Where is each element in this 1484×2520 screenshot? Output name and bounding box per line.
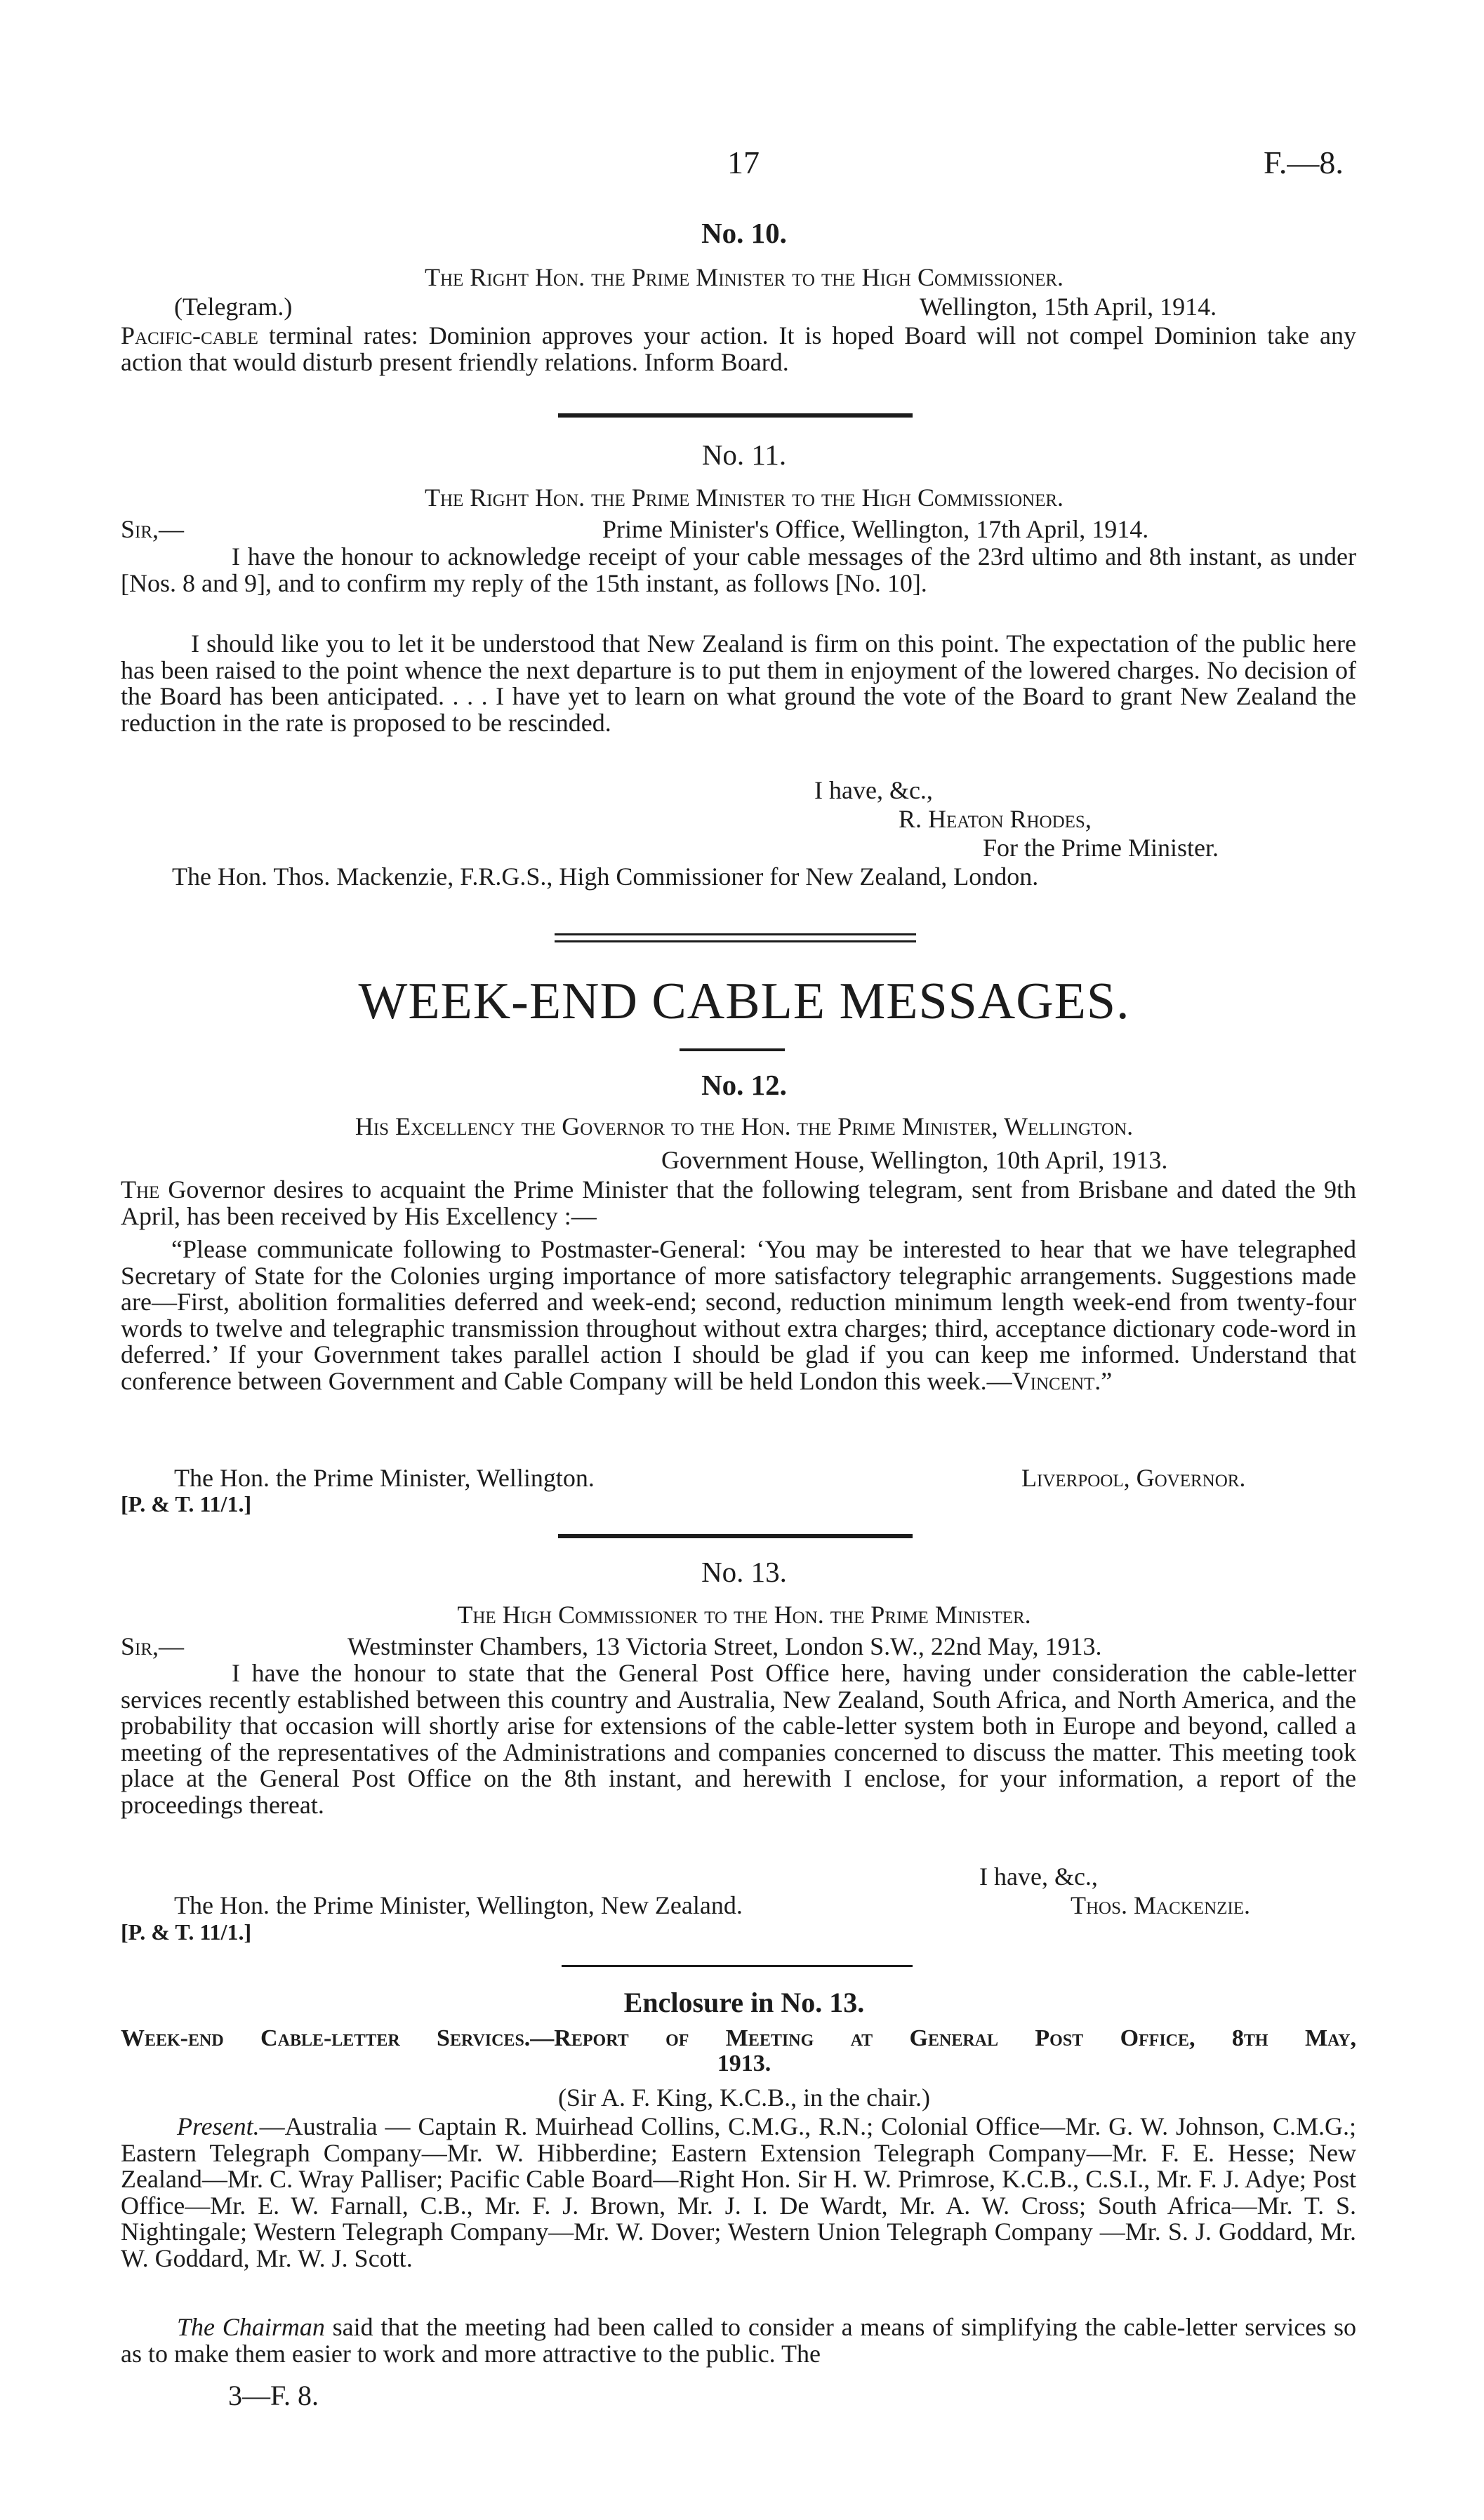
page-number: 17 — [727, 145, 760, 180]
enclosure-chair: (Sir A. F. King, K.C.B., in the chair.) — [557, 2084, 931, 2112]
double-divider-bottom — [555, 940, 916, 942]
no10-body: Pacific-cable terminal rates: Dominion approves your action. It is hoped Board will not compel Dominion take any action that would disturb present friendly relations. Inform Board. — [121, 321, 1357, 376]
divider — [558, 1534, 913, 1538]
present-label: Present. — [177, 2112, 260, 2140]
signature-mark: 3—F. 8. — [228, 2380, 319, 2411]
no13-closing: I have, &c., — [979, 1862, 1098, 1891]
enclosure-heading-line-1: Week-end Cable-letter Services.—Report of Meeting at General Post Office, 8th May, — [121, 2025, 1356, 2051]
no11-paragraph-1: I have the honour to acknowledge receipt of your cable messages of the 23rd ultimo and 8th instant, as under [Nos. 8 and 9], and to confirm my reply of the 15th instant, as follows [No. 10]. — [121, 542, 1356, 597]
no12-file-reference: [P. & T. 11/1.] — [121, 1491, 252, 1516]
no10-type: (Telegram.) — [174, 293, 293, 321]
no12-addressee: His Excellency the Governor to the Hon. the Prime Minister, Wellington. — [355, 1112, 1134, 1140]
no11-recipient: The Hon. Thos. Mackenzie, F.R.G.S., High Commissioner for New Zealand, London. — [172, 862, 1039, 891]
no12-paragraph-1: The Governor desires to acquaint the Prime Minister that the following telegram, sent from Brisbane and dated the 9th April, has been received by His Excellency :— — [121, 1175, 1357, 1230]
no12-title: No. 12. — [701, 1069, 787, 1101]
no12-lead: The — [121, 1175, 160, 1204]
no11-closing: I have, &c., — [814, 776, 933, 804]
document-reference: F.—8. — [1264, 145, 1344, 180]
section-title: WEEK-END CABLE MESSAGES. — [358, 973, 1130, 1030]
section-title-underline — [680, 1048, 785, 1051]
no13-title: No. 13. — [701, 1556, 787, 1588]
enclosure-title: Enclosure in No. 13. — [623, 1987, 865, 2018]
enclosure-chairman-remarks: The Chairman said that the meeting had been called to consider a means of simplifying the cable-letter services so as to make them easier to work and more attractive to the public. The — [121, 2313, 1356, 2368]
no13-recipient: The Hon. the Prime Minister, Wellington, New Zealand. — [174, 1891, 743, 1919]
no13-file-reference: [P. & T. 11/1.] — [121, 1919, 252, 1945]
enclosure-heading-line-2: 1913. — [717, 2051, 771, 2076]
no10-dateline: Wellington, 15th April, 1914. — [920, 293, 1217, 321]
no11-salutation: Sir,— — [121, 515, 185, 543]
enclosure-present: Present.—Australia — Captain R. Muirhead Collins, C.M.G., R.N.; Colonial Office—Mr. G. W. Johnson, C.M.G.; Eastern Telegraph Company—Mr. W. Hibberdine; Eastern Extension Telegraph Company—Mr. F. E. Hesse; New Zealand—Mr. C. Wray Palliser; Pacific Cable Board—Right Hon. Sir H. W. Primrose, K.C.B., C.S.I., Mr. F. J. Adye; Post Office—Mr. E. W. Farnall, C.B., Mr. F. J. Brown, Mr. J. I. De Wardt, Mr. A. W. Cross; South Africa—Mr. T. S. Nightingale; Western Telegraph Company—Mr. W. Dover; Western Union Telegraph Company —Mr. S. J. Goddard, Mr. W. Goddard, Mr. W. J. Scott. — [121, 2112, 1356, 2272]
divider-thin — [562, 1965, 913, 1967]
no10-addressee: The Right Hon. the Prime Minister to the High Commissioner. — [424, 263, 1064, 291]
no12-telegram-text: “Please communicate following to Postmaster-General: ‘You may be interested to hear that we have telegraphed Secretary of State for the Colonies urging importance of more satisfactory telegraphic arrangements. Suggestions made are—First, abolition formalities deferred and week-end; second, reduction minimum length week-end from twenty-four words to twelve and telegraphic transmission throughout without extra charges; third, acceptance dictionary code-word in deferred.’ If your Government takes parallel action I should be glad if you can keep me informed. Understand that conference between Government and Cable Company will be held London this week.—Vincent.” — [121, 1235, 1356, 1395]
no13-paragraph-1: I have the honour to state that the General Post Office here, having under consideration the cable-letter services recently established between this country and Australia, New Zealand, South Africa, and North America, and the probability that occasion will shortly arise for extensions of the cable-letter system both in Europe and beyond, called a meeting of the representatives of the Administrations and companies concerned to discuss the matter. This meeting took place at the General Post Office on the 8th instant, and herewith I enclose, for your information, a report of the proceedings thereat. — [121, 1659, 1356, 1819]
no11-signature: R. Heaton Rhodes, — [899, 805, 1092, 833]
double-divider-top — [555, 933, 916, 935]
no11-addressee: The Right Hon. the Prime Minister to the High Commissioner. — [424, 484, 1064, 512]
no11-paragraph-2: I should like you to let it be understood that New Zealand is firm on this point. The expectation of the public here has been raised to the point whence the next departure is to put them in enjoyment of the lowered charges. No decision of the Board has been anticipated. . . . I have yet to learn on what ground the vote of the Board to grant New Zealand the reduction in the rate is proposed to be rescinded. — [121, 629, 1356, 737]
no12-signature: Liverpool, Governor. — [1021, 1464, 1246, 1492]
no12-telegram-sender: Vincent.” — [1012, 1366, 1113, 1395]
no13-addressee: The High Commissioner to the Hon. the Prime Minister. — [457, 1601, 1031, 1629]
no11-signature-title: For the Prime Minister. — [983, 834, 1219, 862]
no12-recipient: The Hon. the Prime Minister, Wellington. — [174, 1464, 595, 1492]
no13-dateline: Westminster Chambers, 13 Victoria Street, London S.W., 22nd May, 1913. — [347, 1632, 1102, 1660]
no11-dateline: Prime Minister's Office, Wellington, 17th April, 1914. — [602, 515, 1149, 543]
no13-signature: Thos. Mackenzie. — [1071, 1891, 1250, 1919]
no11-title: No. 11. — [701, 439, 787, 471]
no13-salutation: Sir,— — [121, 1632, 185, 1660]
no10-lead: Pacific-cable — [121, 321, 258, 349]
no10-title: No. 10. — [701, 217, 787, 249]
chairman-label: The Chairman — [177, 2313, 325, 2341]
no12-dateline: Government House, Wellington, 10th April, 1913. — [661, 1146, 1168, 1174]
divider — [558, 413, 913, 418]
